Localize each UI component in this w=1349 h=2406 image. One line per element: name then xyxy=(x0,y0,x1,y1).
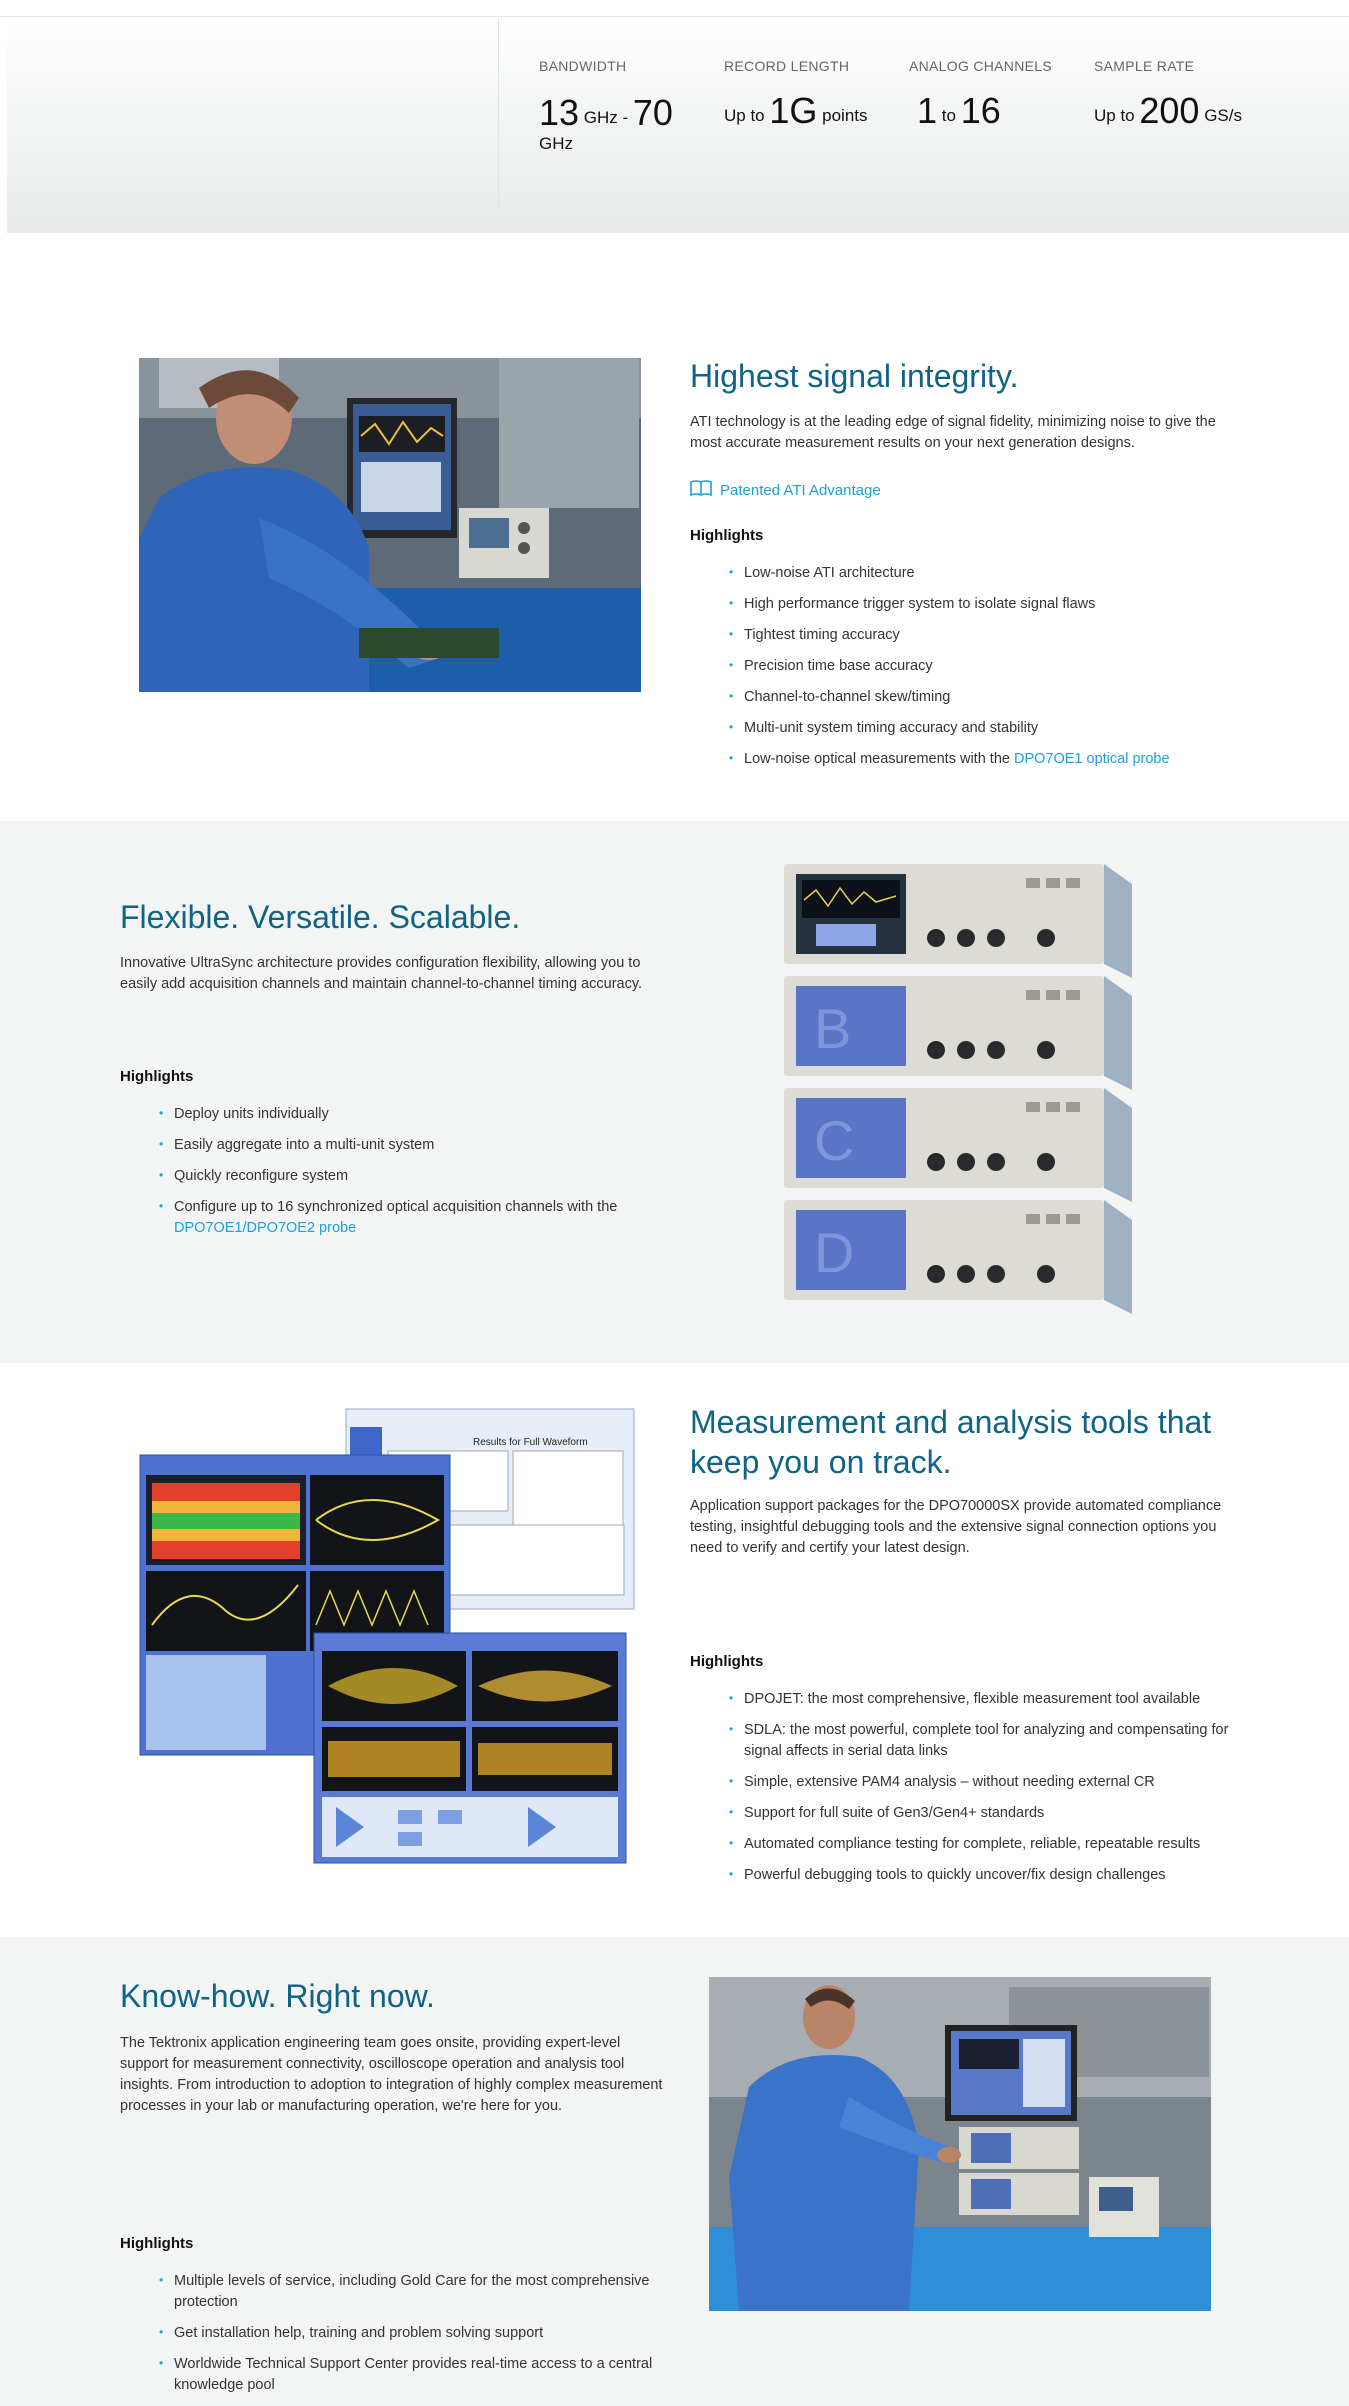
list-item: • Multi-unit system timing accuracy and stability xyxy=(729,718,1249,739)
signal-highlights-title: Highlights xyxy=(690,527,764,544)
list-item: • DPOJET: the most comprehensive, flexible measurement tool available xyxy=(729,1689,1229,1710)
signal-highlights-list xyxy=(729,563,1249,780)
specs-divider xyxy=(498,18,499,208)
flexible-body: Innovative UltraSync architecture provides configuration flexibility, allowing you to easily add acquisition channels and maintain channel-to-channel timing accuracy. xyxy=(120,955,643,992)
dpo7oe1-probe-link[interactable]: DPO7OE1 optical probe xyxy=(1014,751,1170,767)
knowhow-body: The Tektronix application engineering team goes onsite, providing expert-level support for measurement connectivity, oscilloscope operation and analysis tool insights. From introduction to adoption to integration of highly complex measurement processes in your lab or manufacturing operation, we're here for you. xyxy=(120,2035,663,2114)
engineer-at-scope-photo xyxy=(139,358,641,692)
spec-sample-rate-label: SAMPLE RATE xyxy=(1094,58,1195,74)
knowhow-highlights-list xyxy=(159,2271,669,2406)
flexible-highlights-list xyxy=(159,1104,659,1249)
channels-to: to xyxy=(941,106,956,125)
measurement-title: Measurement and analysis tools that keep you on track. xyxy=(690,1404,1212,1480)
list-item: • Simple, extensive PAM4 analysis – without needing external CR xyxy=(729,1772,1229,1793)
record-prefix: Up to xyxy=(724,106,765,125)
patented-ati-link-label: Patented ATI Advantage xyxy=(720,481,881,499)
stacked-oscilloscopes-image xyxy=(776,858,1138,1320)
measurement-highlights-title: Highlights xyxy=(690,1653,764,1670)
list-item: • Easily aggregate into a multi-unit system xyxy=(159,1135,659,1156)
unit-letter-d: D xyxy=(814,1221,855,1284)
engineer-in-lab-photo xyxy=(709,1977,1211,2311)
bandwidth-min: 13 xyxy=(539,92,580,133)
measurement-body: Application support packages for the DPO70000SX provide automated compliance testing, insightful debugging tools and the extensive signal connection options you need to verify and certify your latest design. xyxy=(690,1498,1222,1556)
bandwidth-unit-2: GHz xyxy=(539,134,573,153)
list-item: • Quickly reconfigure system xyxy=(159,1166,659,1187)
spec-sample-rate-value xyxy=(1094,90,1274,131)
spec-record-length-label: RECORD LENGTH xyxy=(724,58,850,74)
measurement-highlights-list xyxy=(729,1689,1229,1896)
record-num: 1G xyxy=(769,90,818,131)
list-item: • Multiple levels of service, including Gold Care for the most comprehensive protection xyxy=(159,2271,669,2313)
spec-analog-channels xyxy=(909,58,1089,129)
list-item: • Low-noise ATI architecture xyxy=(729,563,1249,584)
dpo7oe-probe-link[interactable]: DPO7OE1/DPO7OE2 probe xyxy=(174,1220,357,1236)
list-item: • Powerful debugging tools to quickly uncover/fix design challenges xyxy=(729,1865,1229,1886)
flexible-title: Flexible. Versatile. Scalable. xyxy=(120,899,521,935)
list-item: • Precision time base accuracy xyxy=(729,656,1249,677)
list-item: • SDLA: the most powerful, complete tool for analyzing and compensating for signal affects in serial data links xyxy=(729,1720,1229,1762)
list-item: • Tightest timing accuracy xyxy=(729,625,1249,646)
sample-prefix: Up to xyxy=(1094,106,1135,125)
list-item xyxy=(159,1197,659,1239)
list-item: • High performance trigger system to isolate signal flaws xyxy=(729,594,1249,615)
unit-letter-c: C xyxy=(814,1109,855,1172)
channels-max: 16 xyxy=(960,90,1001,131)
bandwidth-unit-1: GHz - xyxy=(583,108,629,127)
book-icon xyxy=(690,479,712,501)
flexible-highlights-title: Highlights xyxy=(120,1068,194,1085)
sample-num: 200 xyxy=(1139,90,1200,131)
signal-title: Highest signal integrity. xyxy=(690,358,1019,394)
record-unit: points xyxy=(822,106,868,125)
list-item: • Automated compliance testing for complete, reliable, repeatable results xyxy=(729,1834,1229,1855)
top-divider xyxy=(0,16,1349,17)
spec-bandwidth-label: BANDWIDTH xyxy=(539,58,627,74)
signal-body: ATI technology is at the leading edge of signal fidelity, minimizing noise to give the most accurate measurement results on your next generation designs. xyxy=(690,414,1216,451)
knowhow-highlights-title: Highlights xyxy=(120,2235,194,2252)
list-item: • Channel-to-channel skew/timing xyxy=(729,687,1249,708)
bandwidth-max: 70 xyxy=(632,92,673,133)
unit-letter-b: B xyxy=(814,997,852,1060)
patented-ati-link[interactable] xyxy=(690,479,881,501)
list-item: • Worldwide Technical Support Center provides real-time access to a central knowledge pool xyxy=(159,2354,669,2396)
spec-sample-rate xyxy=(1094,58,1274,129)
list-item: • Support for full suite of Gen3/Gen4+ standards xyxy=(729,1803,1229,1824)
spec-record-length xyxy=(724,58,904,129)
knowhow-title: Know-how. Right now. xyxy=(120,1978,435,2014)
flexible-last-item-text: Configure up to 16 synchronized optical acquisition channels with the xyxy=(174,1199,618,1215)
list-item xyxy=(729,749,1249,770)
analysis-software-screens xyxy=(138,1405,640,1865)
sample-unit: GS/s xyxy=(1204,106,1242,125)
spec-bandwidth-value xyxy=(539,92,719,157)
signal-last-item-text: Low-noise optical measurements with the xyxy=(744,751,1010,767)
specs-band xyxy=(7,18,1349,233)
list-item: • Deploy units individually xyxy=(159,1104,659,1125)
channels-min: 1 xyxy=(917,90,938,131)
spec-analog-channels-value xyxy=(909,90,1089,131)
spec-analog-channels-label: ANALOG CHANNELS xyxy=(909,58,1052,74)
list-item: • Get installation help, training and problem solving support xyxy=(159,2323,669,2344)
results-window-title: Results for Full Waveform xyxy=(473,1437,588,1448)
spec-record-length-value xyxy=(724,90,904,131)
spec-bandwidth xyxy=(539,58,719,157)
